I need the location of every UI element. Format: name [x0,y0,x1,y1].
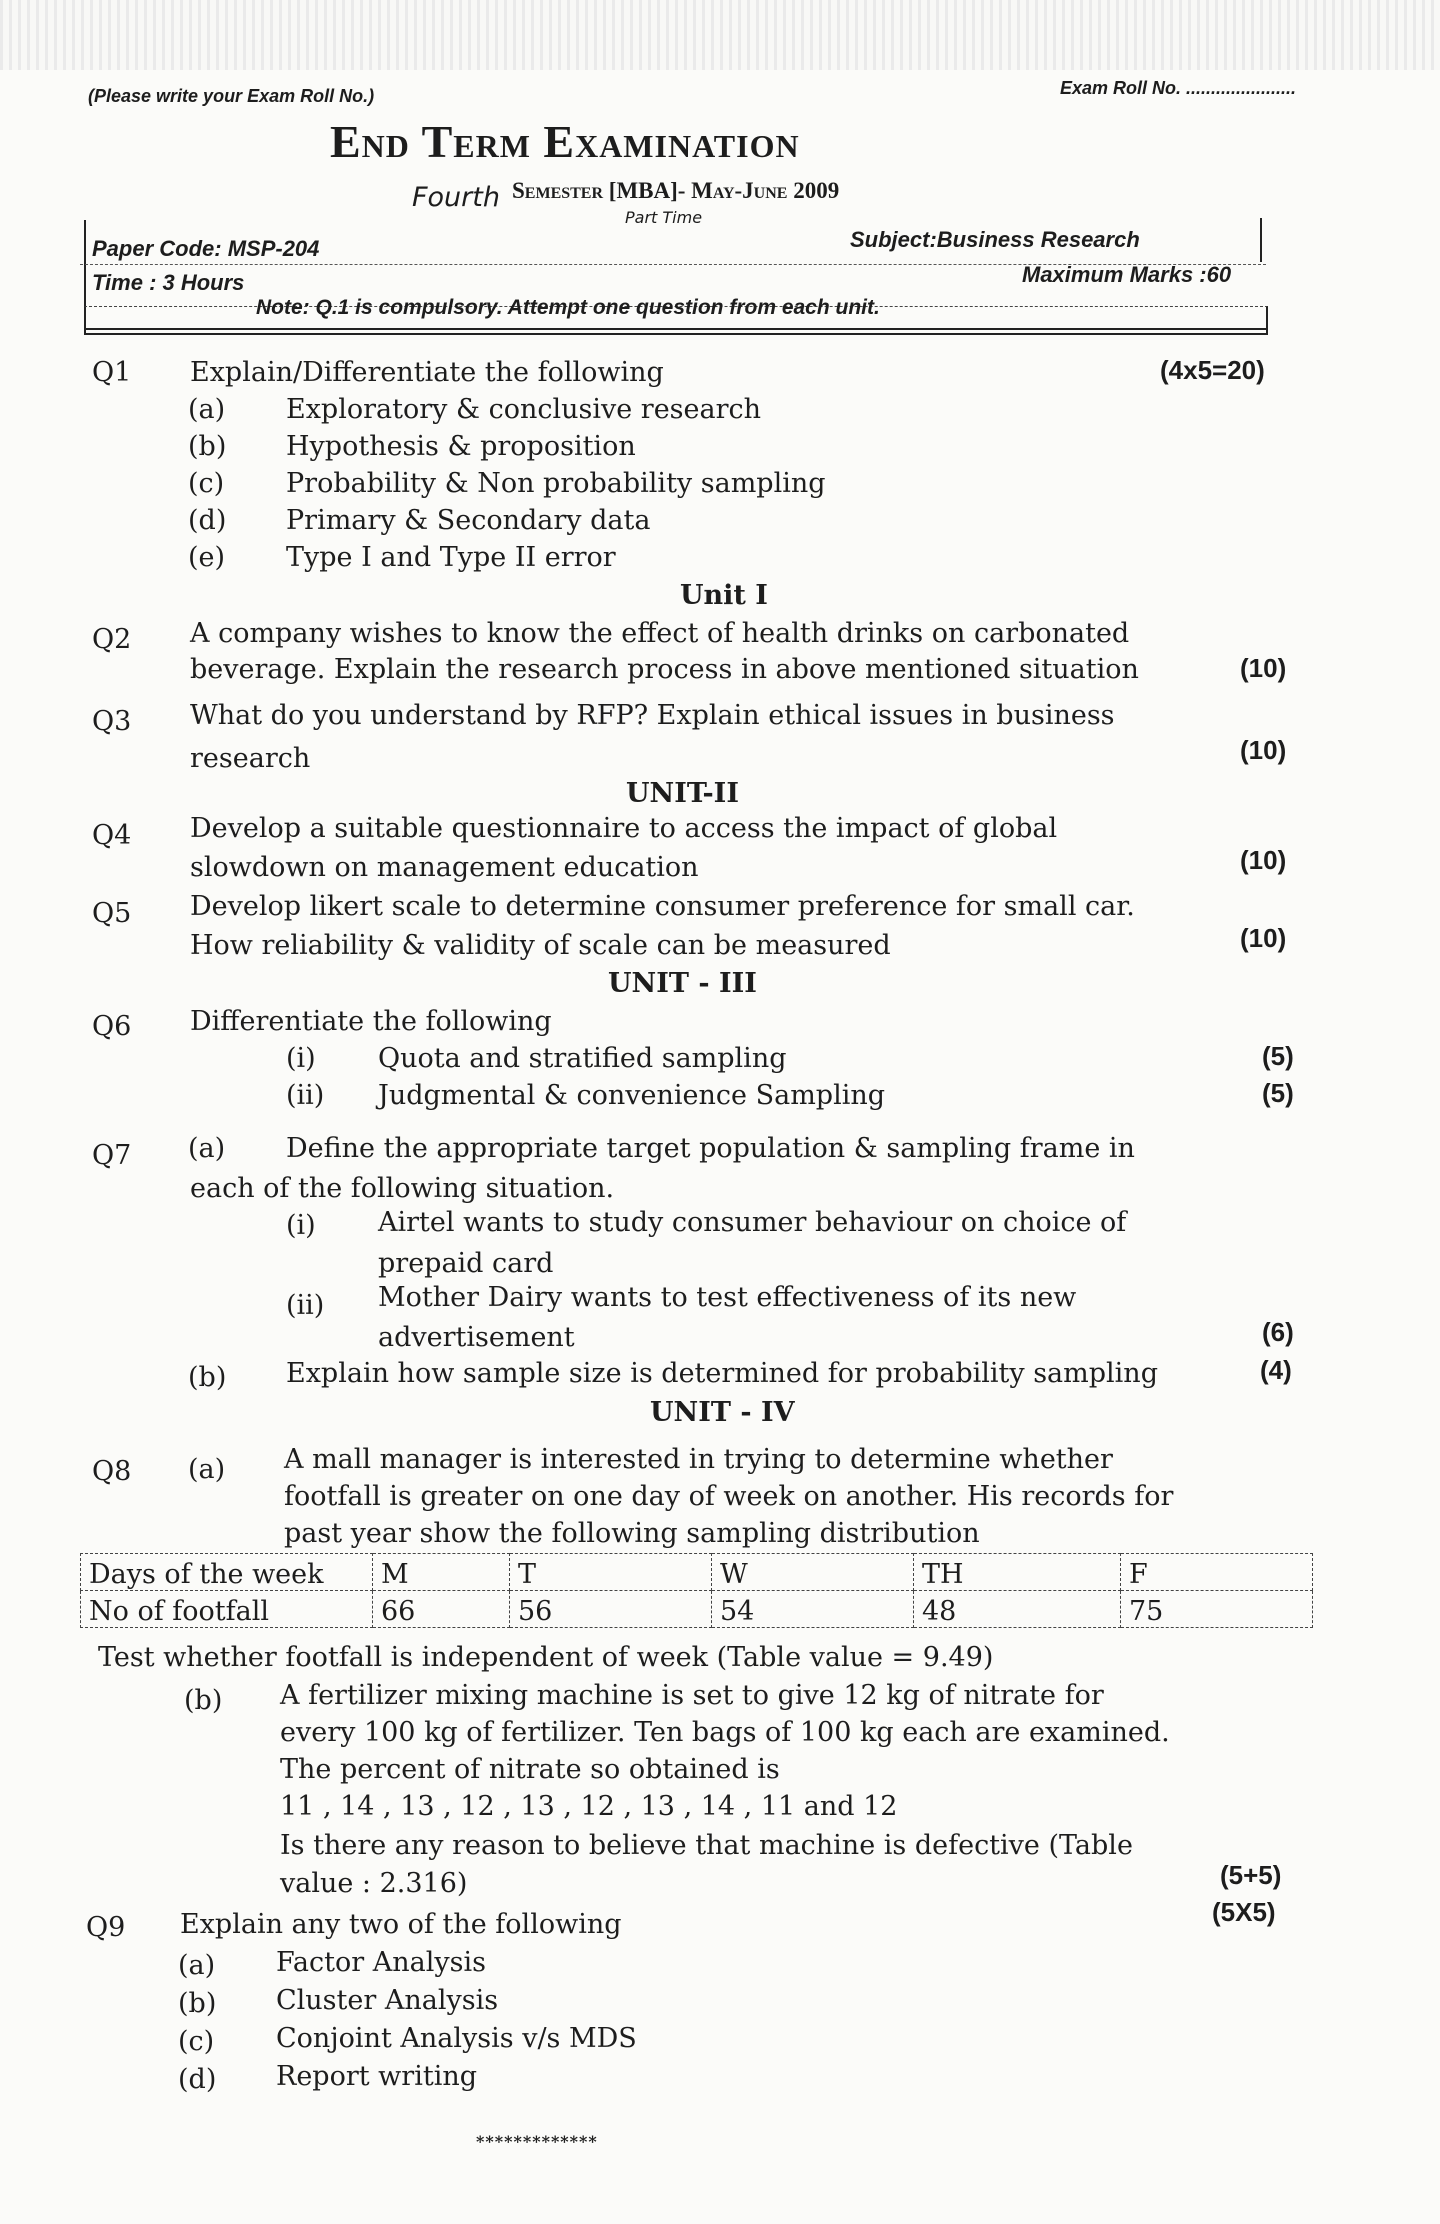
q9-number: Q9 [86,1912,126,1943]
q6-item-text: Quota and stratified sampling [378,1043,787,1074]
q5-number: Q5 [92,898,132,929]
q4-line: Develop a suitable questionnaire to access the impact of global [190,813,1058,844]
max-marks: Maximum Marks :60 [1022,262,1232,287]
q8-test-line: Test whether footfall is independent of week (Table value = 9.49) [98,1642,994,1673]
table-cell: 54 [712,1591,914,1628]
paper-code: Paper Code: MSP-204 [92,236,320,261]
q4-number: Q4 [92,820,132,851]
q1-text: Explain/Differentiate the following [190,357,664,388]
table-cell: No of footfall [81,1591,373,1628]
q6-item-label: (ii) [286,1080,325,1111]
exam-title: End Term Examination [330,116,800,167]
q8-b-line: The percent of nitrate so obtained is [280,1754,780,1785]
q7-a-marks: (6) [1262,1317,1294,1347]
unit-heading: UNIT - IV [650,1397,795,1428]
q1-item-text: Primary & Secondary data [286,505,651,536]
q9-item-text: Report writing [276,2061,477,2092]
q1-item-text: Exploratory & conclusive research [286,394,762,425]
table-row [81,1591,1313,1628]
q8-a-line: footfall is greater on one day of week on another. His records for [284,1481,1174,1512]
q8-b-label: (b) [184,1685,223,1716]
q8-marks: (5+5) [1220,1860,1282,1890]
q8-b-line: A fertilizer mixing machine is set to give 12 kg of nitrate for [280,1680,1104,1711]
q7-ii-line: Mother Dairy wants to test effectiveness of its new [378,1282,1077,1313]
q1-item-label: (e) [188,542,226,573]
roll-note: (Please write your Exam Roll No.) [88,86,375,106]
q3-number: Q3 [92,706,132,737]
q1-marks: (4x5=20) [1160,355,1265,385]
q2-number: Q2 [92,624,132,655]
table-row [81,1554,1313,1591]
q8-b-line: 11 , 14 , 13 , 12 , 13 , 12 , 13 , 14 , 11 and 12 [280,1791,898,1822]
q9-item-text: Factor Analysis [276,1947,486,1978]
subject: Subject:Business Research [850,227,1140,252]
q4-marks: (10) [1240,845,1287,875]
table-cell: Days of the week [81,1554,373,1591]
q7-a-label: (a) [188,1133,226,1164]
q6-item-label: (i) [286,1043,316,1074]
part-time-handwritten: Part Time [625,208,703,227]
table-cell: 66 [373,1591,510,1628]
q9-item-label: (d) [178,2064,217,2095]
table-cell: 48 [914,1591,1121,1628]
semester-line: Semester [MBA]- May-June 2009 [512,178,840,203]
q7-a-line: each of the following situation. [190,1173,615,1204]
table-cell: T [510,1554,712,1591]
q8-a-line: past year show the following sampling distribution [284,1518,980,1549]
q7-ii-label: (ii) [286,1290,325,1321]
q3-line: research [190,743,311,774]
semester-handwritten: Fourth [412,182,500,213]
instructions-note: Note: Q.1 is compulsory. Attempt one question from each unit. [256,296,880,319]
q1-item-text: Hypothesis & proposition [286,431,636,462]
q3-marks: (10) [1240,735,1287,765]
q7-b-text: Explain how sample size is determined for probability sampling [286,1358,1158,1389]
table-cell: M [373,1554,510,1591]
q1-item-label: (a) [188,394,226,425]
q6-item-marks: (5) [1262,1078,1294,1108]
table-cell: 75 [1121,1591,1313,1628]
q1-item-label: (b) [188,431,227,462]
unit-heading: Unit I [680,580,768,611]
q7-a-line: Define the appropriate target population & sampling frame in [286,1133,1135,1164]
q1-item-label: (c) [188,468,225,499]
q6-text: Differentiate the following [190,1006,552,1037]
q9-item-label: (c) [178,2026,215,2057]
q3-line: What do you understand by RFP? Explain ethical issues in business [190,700,1115,731]
q7-i-label: (i) [286,1210,316,1241]
q5-marks: (10) [1240,923,1287,953]
q9-item-text: Conjoint Analysis v/s MDS [276,2023,637,2054]
q5-line: How reliability & validity of scale can be measured [190,930,891,961]
table-cell: W [712,1554,914,1591]
q9-text: Explain any two of the following [180,1909,622,1940]
table-cell: F [1121,1554,1313,1591]
q1-item-text: Probability & Non probability sampling [286,468,826,499]
footfall-table [80,1553,1313,1628]
q7-b-marks: (4) [1260,1355,1292,1385]
q2-marks: (10) [1240,653,1287,683]
q6-item-marks: (5) [1262,1041,1294,1071]
unit-heading: UNIT - III [608,968,757,999]
q9-item-label: (b) [178,1988,217,2019]
q8-number: Q8 [92,1456,132,1487]
q9-item-label: (a) [178,1950,216,1981]
q5-line: Develop likert scale to determine consumer preference for small car. [190,891,1135,922]
scan-noise [0,0,1440,70]
q4-line: slowdown on management education [190,852,699,883]
q1-item-label: (d) [188,505,227,536]
roll-label: Exam Roll No. ...................... [1060,78,1297,98]
q8-a-line: A mall manager is interested in trying to determine whether [284,1444,1113,1475]
q8-b-line: every 100 kg of fertilizer. Ten bags of 100 kg each are examined. [280,1717,1170,1748]
q6-number: Q6 [92,1011,132,1042]
q6-item-text: Judgmental & convenience Sampling [378,1080,886,1111]
q1-item-text: Type I and Type II error [286,542,616,573]
subject-box-edge [1260,218,1262,262]
q7-ii-line: advertisement [378,1322,575,1353]
q7-i-line: prepaid card [378,1248,554,1279]
q9-marks: (5X5) [1212,1897,1276,1927]
table-cell: TH [914,1554,1121,1591]
q2-line: beverage. Explain the research process in above mentioned situation [190,654,1139,685]
end-stars: ************* [476,2132,598,2151]
q7-number: Q7 [92,1140,132,1171]
q2-line: A company wishes to know the effect of health drinks on carbonated [190,618,1130,649]
q7-b-label: (b) [188,1362,227,1393]
q9-item-text: Cluster Analysis [276,1985,499,2016]
q7-i-line: Airtel wants to study consumer behaviour on choice of [378,1207,1127,1238]
q1-number: Q1 [92,357,132,388]
table-cell: 56 [510,1591,712,1628]
q8-b-line: Is there any reason to believe that machine is defective (Table [280,1830,1133,1861]
q8-a-label: (a) [188,1454,226,1485]
q8-b-line: value : 2.316) [280,1868,468,1899]
unit-heading: UNIT-II [626,778,739,809]
time: Time : 3 Hours [92,270,245,295]
